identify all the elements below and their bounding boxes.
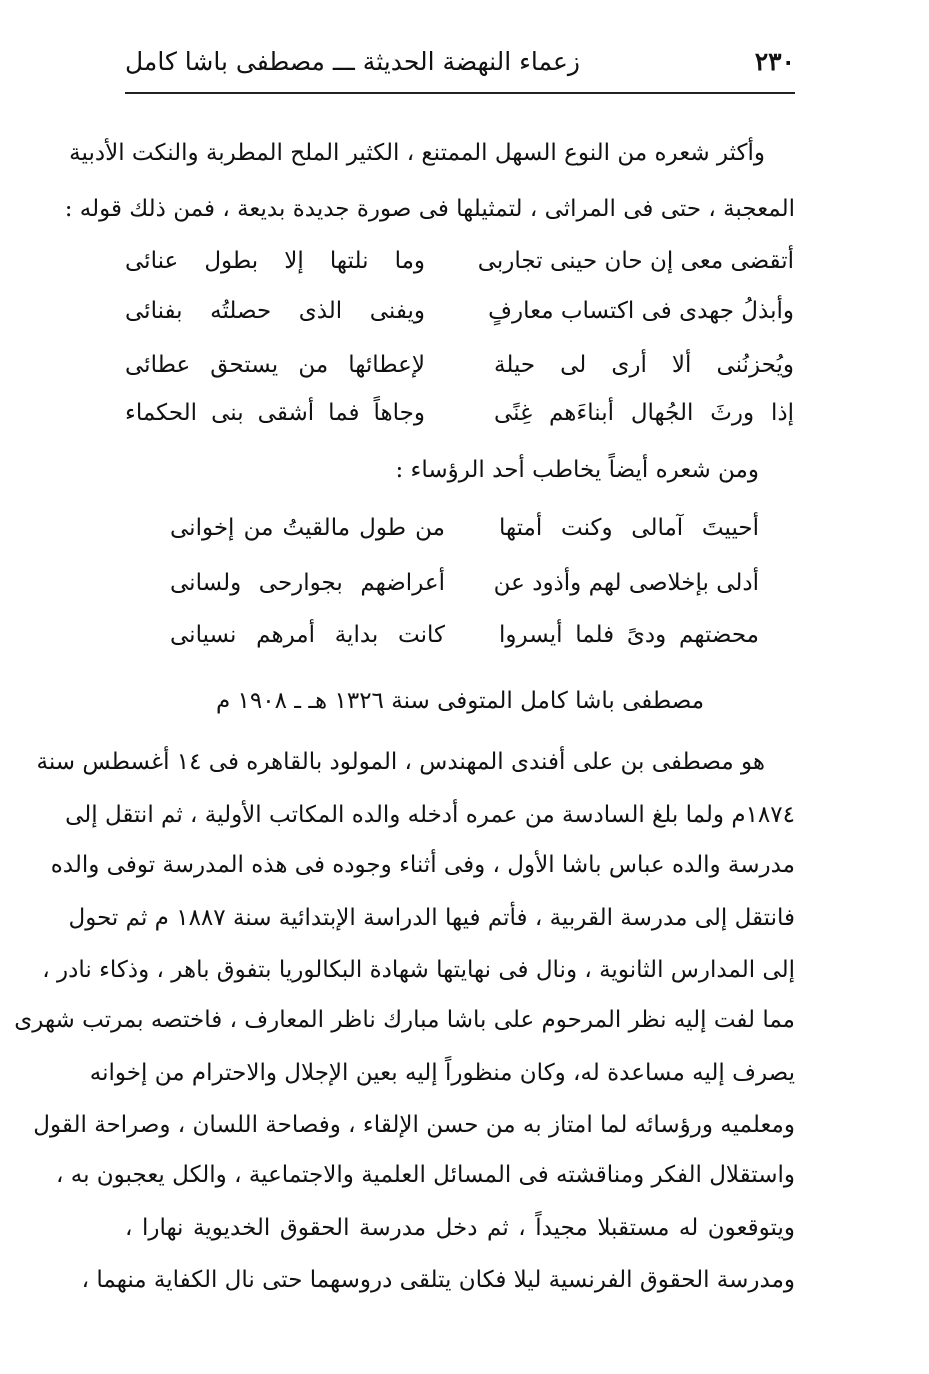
body-line: ويتوقعون له مستقبلا مجيداً ، ثم دخل مدرسة الحقوق الخديوية نهارا ، xyxy=(125,1215,795,1241)
body-line: واستقلال الفكر ومناقشته فى المسائل العلمية والاجتماعية ، والكل يعجبون به ، xyxy=(56,1162,795,1188)
poem2-hemistich-right: محضتهم ودىً فلما أيسروا xyxy=(499,622,759,648)
page-number: ٢٣٠ xyxy=(754,46,795,76)
body-line: هو مصطفى بن على أفندى المهندس ، المولود بالقاهره فى ١٤ أغسطس سنة xyxy=(36,749,765,775)
body-line: مدرسة والده عباس باشا الأول ، وفى أثناء وجوده فى هذه المدرسة توفى والده xyxy=(50,852,795,878)
poem2-intro: ومن شعره أيضاً يخاطب أحد الرؤساء : xyxy=(395,457,759,483)
body-line: يصرف إليه مساعدة له، وكان منظوراً إليه بعين الإجلال والاحترام من إخوانه xyxy=(89,1060,795,1086)
body-line: ومدرسة الحقوق الفرنسية ليلا فكان يتلقى دروسهما حتى نال الكفاية منهما ، xyxy=(81,1267,795,1293)
body-line: مما لفت إليه نظر المرحوم على باشا مبارك ناظر المعارف ، فاختصه بمرتب شهرى xyxy=(14,1007,795,1033)
poem1-hemistich-right: إذا ورثَ الجُهال أبناءَهم غِنًى xyxy=(494,400,794,426)
poem2-hemistich-right: أدلى بإخلاصى لهم وأذود عن xyxy=(493,570,759,596)
poem1-hemistich-left: ويفنى الذى حصلتُه بفنائى xyxy=(125,298,425,324)
poem1-hemistich-left: وما نلتها إلا بطول عنائى xyxy=(125,248,425,274)
poem2-hemistich-right: أحييتَ آمالى وكنت أمتها xyxy=(499,515,759,541)
section-title: مصطفى باشا كامل المتوفى سنة ١٣٢٦ هـ ـ ١٩٠٨ م xyxy=(215,688,705,714)
intro-line: المعجبة ، حتى فى المراثى ، لتمثيلها فى صورة جديدة بديعة ، فمن ذلك قوله : xyxy=(64,196,795,222)
poem1-hemistich-left: وجاهاً فما أشقى بنى الحكماء xyxy=(125,400,425,426)
body-line: ومعلميه ورؤسائه لما امتاز به من حسن الإلقاء ، وفصاحة اللسان ، وصراحة القول xyxy=(33,1112,795,1138)
poem2-hemistich-left: كانت بداية أمرهم نسيانى xyxy=(170,622,445,648)
poem2-hemistich-left: من طول مالقيتُ من إخوانى xyxy=(170,515,445,541)
header-rule xyxy=(125,92,795,94)
body-line: فانتقل إلى مدرسة القربية ، فأتم فيها الدراسة الإبتدائية سنة ١٨٨٧ م ثم تحول xyxy=(68,905,795,931)
body-line: إلى المدارس الثانوية ، ونال فى نهايتها شهادة البكالوريا بتفوق باهر ، وذكاء نادر ، xyxy=(42,957,795,983)
body-line: ١٨٧٤م ولما بلغ السادسة من عمره أدخله والده المكاتب الأولية ، ثم انتقل إلى xyxy=(65,802,795,828)
poem1-hemistich-right: وأبذلُ جهدى فى اكتساب معارفٍ xyxy=(488,298,794,324)
poem1-hemistich-right: أتقضى معى إن حان حينى تجاربى xyxy=(477,248,794,274)
page-header xyxy=(125,40,795,82)
intro-line: وأكثر شعره من النوع السهل الممتنع ، الكثير الملح المطربة والنكت الأدبية xyxy=(69,140,765,166)
poem1-hemistich-left: لإعطائها من يستحق عطائى xyxy=(125,352,425,378)
poem1-hemistich-right: ويُحزنُنى ألا أرى لى حيلة xyxy=(494,352,794,378)
poem2-hemistich-left: أعراضهم بجوارحى ولسانى xyxy=(170,570,445,596)
running-title: زعماء النهضة الحديثة ـــ مصطفى باشا كامل xyxy=(125,46,580,76)
